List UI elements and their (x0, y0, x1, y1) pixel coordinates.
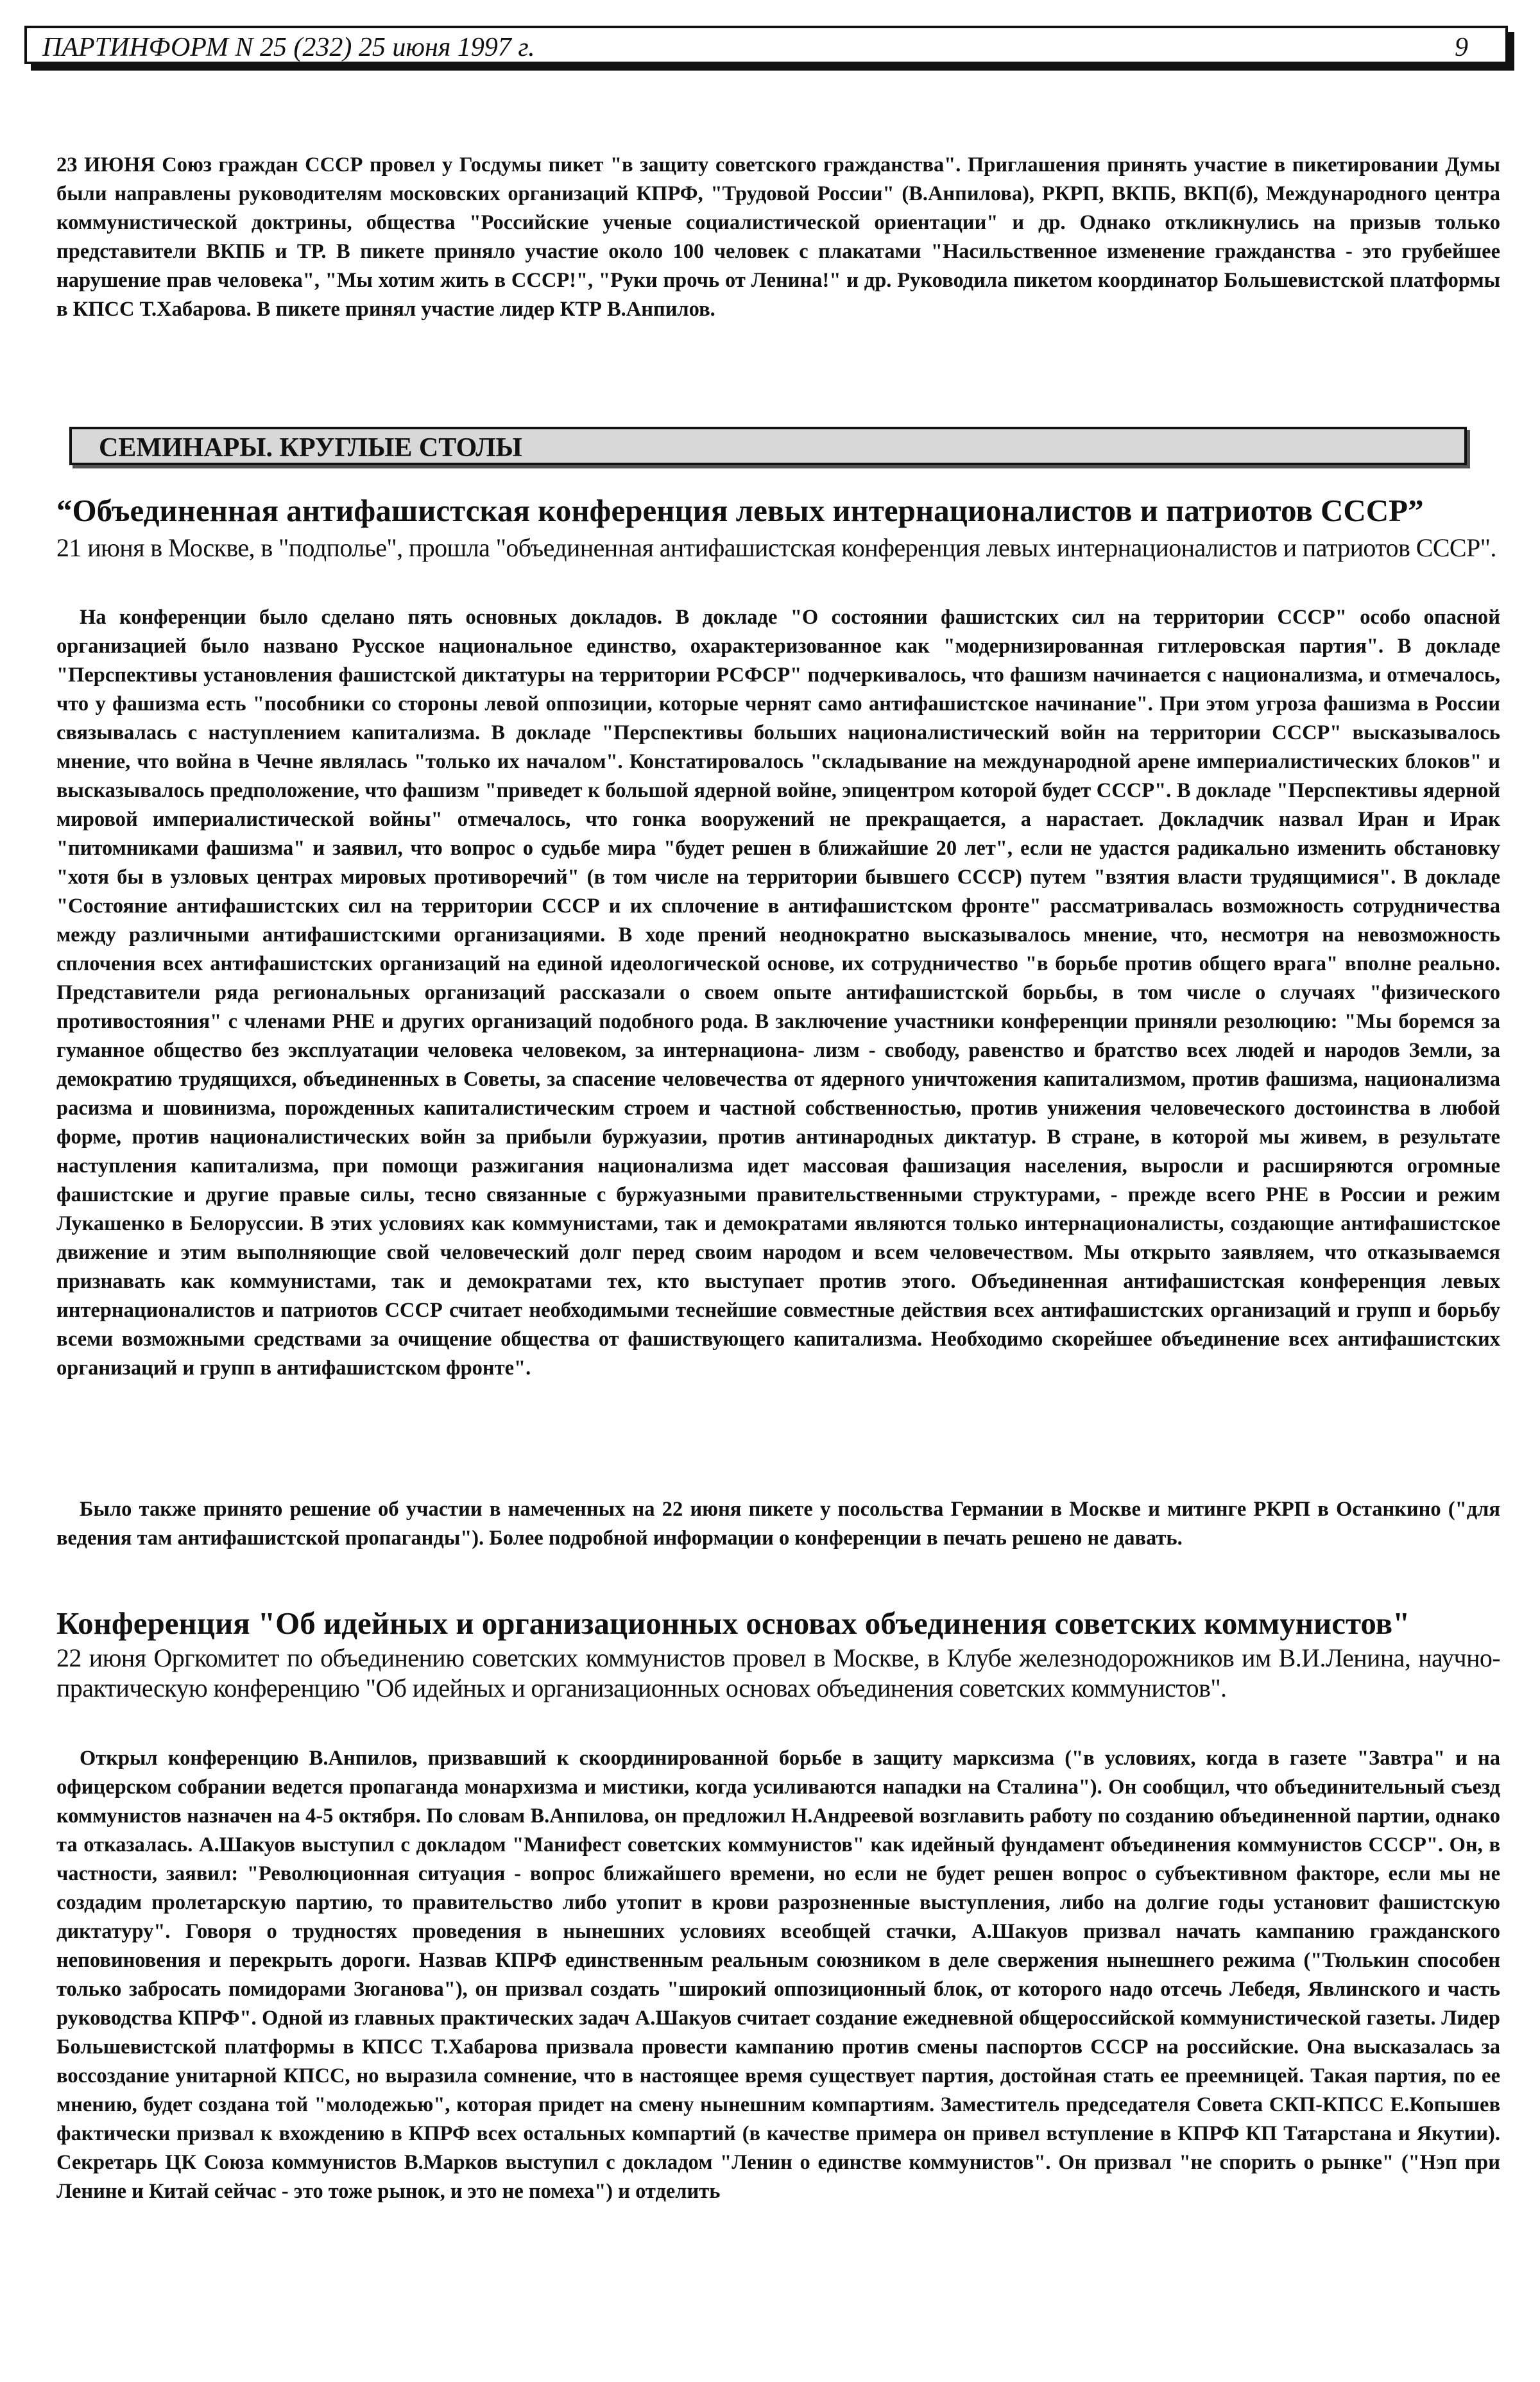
article1-lead: 21 июня в Москве, в "подполье", прошла "объединенная антифашистская конференция левых интернационалистов и патриотов СССР". (56, 533, 1496, 562)
article2-lead: 22 июня Оргкомитет по объединению советских коммунистов провел в Москве, в Клубе железнодорожников им В.И.Ленина, научно-практическую конференцию "Об идейных и организационных основах объединения советских коммунистов". (56, 1643, 1500, 1702)
article1-title: “Объединенная антифашистская конференция левых интернационалистов и патриотов СССР” (56, 493, 1424, 528)
page-header (24, 26, 1508, 64)
article2-title: Конференция "Об идейных и организационных основах объединения советских коммунистов" (56, 1606, 1410, 1641)
page-number: 9 (1455, 33, 1468, 62)
intro-paragraph: 23 ИЮНЯ Союз граждан СССР провел у Госдумы пикет "в защиту советского гражданства". Приглашения принять участие в пикетировании Думы были направлены руководителям московских организаций КПРФ, "Трудовой России" (В.Анпилова), РКРП, ВКПБ, ВКП(б), Международного центра коммунистической доктрины, общества "Российские ученые социалистической ориентации" и др. Однако откликнулись на призыв только представители ВКПБ и ТР. В пикете приняло участие около 100 человек с плакатами "Насильственное изменение гражданства - это грубейшее нарушение прав человека", "Мы хотим жить в СССР!", "Руки прочь от Ленина!" и др. Руководила пикетом координатор Большевистской платформы в КПСС Т.Хабарова. В пикете принял участие лидер КТР В.Анпилов. (56, 153, 1500, 321)
article2-body: Открыл конференцию В.Анпилов, призвавший к скоординированной борьбе в защиту марксизма ("в условиях, когда в газете "Завтра" и на офицерском собрании ведется пропаганда монархизма и мистики, когда усиливаются нападки на Сталина"). Он сообщил, что объединительный съезд коммунистов назначен на 4-5 октября. По словам В.Анпилова, он предложил Н.Андреевой возглавить работу по созданию объединенной партии, однако та отказалась. А.Шакуов выступил с докладом "Манифест советских коммунистов" как идейный фундамент объединения коммунистов СССР". Он, в частности, заявил: "Революционная ситуация - вопрос ближайшего времени, но если не будет решен вопрос о субъективном факторе, если мы не создадим пролетарскую партию, то правительство либо утопит в крови разрозненные выступления, либо на долгие годы установит фашистскую диктатуру". Говоря о трудностях проведения в нынешних условиях всеобщей стачки, А.Шакуов призвал начать кампанию гражданского неповиновения и перекрыть дороги. Назвав КПРФ единственным реальным союзником в деле свержения нынешнего режима ("Тюлькин способен только забросать помидорами Зюганова"), он призвал создать "широкий оппозиционный блок, от которого надо отсечь Лебедя, Явлинского и часть руководства КПРФ". Одной из главных практических задач А.Шакуов считает создание ежедневной общероссийской коммунистической газеты. Лидер Большевистской платформы в КПСС Т.Хабарова призвала провести кампанию против смены паспортов СССР на российские. Она высказалась за воссоздание унитарной КПСС, но выразила сомнение, что в настоящее время существует партия, достойная стать ее преемницей. Такая партия, по ее мнению, будет создана той "молодежью", которая придет на смену нынешним компартиям. Заместитель председателя Совета СКП-КПСС Е.Копышев фактически призвал к вхождению в КПРФ всех остальных компартий (в качестве примера он привел вступление в КПРФ КП Татарстана и Якутии). Секретарь ЦК Союза коммунистов В.Марков выступил с докладом "Ленин о единстве коммунистов". Он призвал "не спорить о рынке" ("Нэп при Ленине и Китай сейчас - это тоже рынок, и это не помеха") и отделить (56, 1747, 1500, 2203)
header-title: ПАРТИНФОРМ N 25 (232) 25 июня 1997 г. (42, 33, 535, 62)
section-banner (69, 427, 1467, 465)
article1-body: На конференции было сделано пять основных докладов. В докладе "О состоянии фашистских сил на территории СССР" особо опасной организацией было названо Русское национальное единство, охарактеризованное как "модернизированная гитлеровская партия". В докладе "Перспективы установления фашистской диктатуры на территории РСФСР" подчеркивалось, что фашизм начинается с национализма, и отмечалось, что у фашизма есть "пособники со стороны левой оппозиции, которые чернят само антифашистское начинание". При этом угроза фашизма в России связывалась с наступлением капитализма. В докладе "Перспективы больших националистический войн на территории СССР" высказывалось мнение, что война в Чечне являлась "только их началом". Констатировалось "складывание на международной арене империалистических блоков" и высказывалось предположение, что фашизм "приведет к большой ядерной войне, эпицентром которой будет СССР". В докладе "Перспективы ядерной мировой империалистической войны" отмечалось, что гонка вооружений не прекращается, а нарастает. Докладчик назвал Иран и Ирак "питомниками фашизма" и заявил, что вопрос о судьбе мира "будет решен в ближайшие 20 лет", если не удастся радикально изменить обстановку "хотя бы в узловых центрах мировых противоречий" (в том числе на территории бывшего СССР) путем "взятия власти трудящимися". В докладе "Состояние антифашистских сил на территории СССР и их сплочение в антифашистском фронте" рассматривалась возможность сотрудничества между различными антифашистскими организациями. В ходе прений неоднократно высказывалось мнение, что, несмотря на невозможность сплочения всех антифашистских организаций на единой идеологической основе, их сотрудничество "в борьбе против общего врага" вполне реально. Представители ряда региональных организаций рассказали о своем опыте антифашистской борьбы, в том числе о случаях "физического противостояния" с членами РНЕ и других организаций подобного рода. В заключение участники конференции приняли резолюцию: "Мы боремся за гуманное общество без эксплуатации человека человеком, за интернациона- лизм - свободу, равенство и братство всех людей и народов Земли, за демократию трудящихся, объединенных в Советы, за спасение человечества от ядерного уничтожения капитализмом, против фашизма, национализма расизма и шовинизма, порожденных капиталистическим строем и частной собственностью, против унижения человеческого достоинства в любой форме, против националистических войн за прибыли буржуазии, против антинародных диктатур. В стране, в которой мы живем, в результате наступления капитализма, при помощи разжигания национализма идет массовая фашизация населения, выросли и расширяются огромные фашистские и другие правые силы, тесно связанные с буржуазными правительственными структурами, - прежде всего РНЕ в России и режим Лукашенко в Белоруссии. В этих условиях как коммунистами, так и демократами являются только интернационалисты, создающие антифашистское движение и этим выполняющие свой человеческий долг перед своим народом и всем человечеством. Мы открыто заявляем, что отказываемся признавать как коммунистами, так и демократами тех, кто выступает против этого. Объединенная антифашистская конференция левых интернационалистов и патриотов СССР считает необходимыми теснейшие совместные действия всех антифашистских организаций и групп и борьбу всеми возможными средствами за очищение общества от фашиствующего капитализма. Необходимо скорейшее объединение всех антифашистских организаций и групп в антифашистском фронте". (56, 606, 1500, 1380)
article1-closing: Было также принято решение об участии в намеченных на 22 июня пикете у посольства Германии в Москве и митинге РКРП в Останкино ("для ведения там антифашистской пропаганды"). Более подробной информации о конференции в печать решено не давать. (56, 1498, 1500, 1550)
section-title: СЕМИНАРЫ. КРУГЛЫЕ СТОЛЫ (99, 433, 522, 463)
